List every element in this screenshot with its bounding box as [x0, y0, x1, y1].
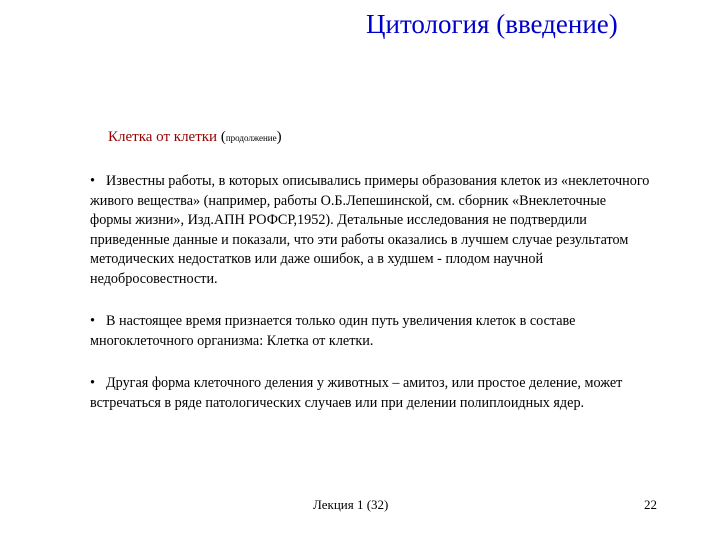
bullet-text: В настоящее время признается только один путь увеличения клеток в составе многоклеточного организма: Клетка от клетки. — [90, 313, 576, 349]
footer-lecture: Лекция 1 (32) — [313, 497, 389, 512]
bullet-list — [90, 172, 650, 436]
slide-subtitle — [108, 128, 282, 146]
bullet-item — [90, 374, 650, 413]
bullet-item — [90, 312, 650, 351]
subtitle-note: продолжение — [225, 133, 277, 143]
bullet-text: Другая форма клеточного деления у животных – амитоз, или простое деление, может встречаться в ряде патологических случаев или при делении полиплоидных ядер. — [90, 375, 623, 411]
footer-page-number: 22 — [644, 497, 657, 512]
subtitle-main: Клетка от клетки — [108, 129, 221, 145]
bullet-item — [90, 172, 650, 289]
bullet-marker: • — [90, 313, 95, 329]
slide-title: Цитология (введение) — [366, 9, 618, 39]
bullet-marker: • — [90, 173, 95, 189]
subtitle-paren-open: ( — [220, 129, 226, 145]
bullet-text: Известны работы, в которых описывались примеры образования клеток из «неклеточного живого вещества» (например, работы О.Б.Лепешинской, см. сборник «Внеклеточные формы жизни», Изд.АПН РОФСР,1952). Детальные исследования не подтвердили приведенные данные и показали, что эти работы оказались в лучшем случае результатом методических недостатков или даже ошибок, а в худшем - плодом научной недобросовестности. — [90, 173, 650, 287]
bullet-marker: • — [90, 375, 95, 391]
subtitle-paren-close: ) — [276, 129, 282, 145]
